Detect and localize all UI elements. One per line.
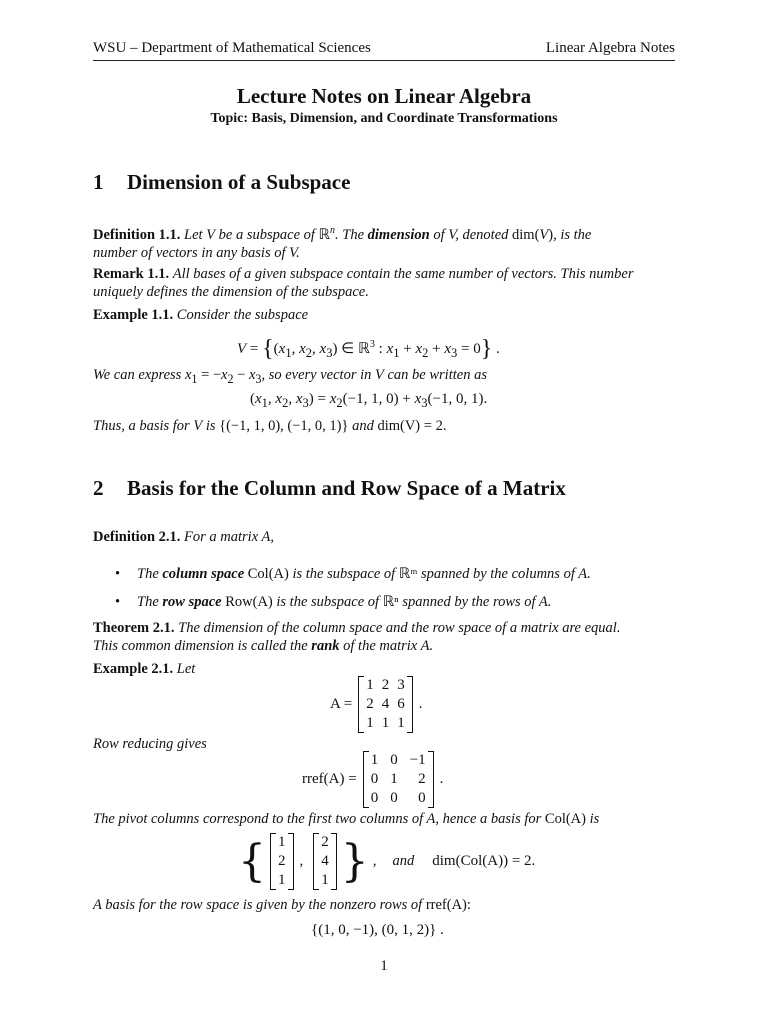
express-text-c: can be written as (387, 367, 487, 383)
remark-line-2: uniquely defines the dimension of the subspace. (93, 284, 369, 300)
pivot-sentence (93, 810, 599, 828)
dim-col-value: dim(Col(A)) = 2. (432, 853, 536, 869)
basis-conclusion: Thus, a basis for V is {(−1, 1, 0), (−1, 0, 1)} and dim(V) = 2. (93, 418, 447, 434)
matrix-rref-entry: −1 (409, 752, 426, 768)
document-subtitle: Topic: Basis, Dimension, and Coordinate Transformations (210, 111, 558, 126)
document-title: Lecture Notes on Linear Algebra (236, 84, 532, 108)
definition-label: Definition 2.1. (93, 529, 181, 545)
def-text-2: be a subspace of (218, 226, 315, 243)
matrix-a-entry: 4 (381, 696, 390, 712)
row-reducing: Row reducing gives (93, 736, 207, 752)
matrix-a-entry: 6 (397, 696, 405, 712)
matrix-a-entry: 2 (381, 677, 390, 693)
matrix-a (358, 676, 413, 733)
matrix-a-entry: 1 (366, 715, 374, 731)
bullet2-a: The (137, 594, 159, 610)
bullet-dot-icon: • (115, 594, 121, 610)
section-1-number: 1 (93, 170, 104, 194)
rowbasis-text-a: A basis for the row space is given by the nonzero rows of (93, 897, 423, 913)
example-1-1 (93, 306, 308, 324)
def-text-3: . The (335, 226, 365, 243)
thus-text-c: and (352, 418, 374, 434)
header-left: WSU – Department of Mathematical Sciences (93, 40, 371, 56)
def-text-6: , is the (553, 226, 592, 243)
def-text-5: , denoted (455, 226, 509, 243)
theorem-label: Theorem 2.1. (93, 620, 175, 636)
bullet2-e: spanned by the rows of A. (402, 594, 552, 610)
express-sentence: We can express $x_1 = -x_2 - x_3$, so every vector in V can be written as (93, 367, 487, 386)
bullet-dot-icon: • (115, 566, 121, 582)
bullet1-e: spanned by the columns of A. (421, 566, 591, 582)
column-basis-equation: { 1 2 1 , 2 4 1 } , and dim(Col(A)) = 2. (238, 834, 536, 888)
express-text-a: We can express (93, 367, 182, 383)
example-text: Consider the subspace (176, 307, 309, 323)
theorem-line-1: The dimension of the column space and the row space of a matrix are equal. (178, 620, 621, 636)
remark-line-1: All bases of a given subspace contain the same number of vectors. This number (172, 266, 634, 282)
bullet2-b: Row(A) (225, 594, 273, 610)
running-header (93, 40, 675, 61)
matrix-a-entry: 1 (381, 715, 390, 731)
bullet1-a: The (137, 566, 159, 582)
section-1-title: Dimension of a Subspace (127, 170, 351, 194)
row-basis-set: {(1, 0, −1), (0, 1, 2)} . (311, 922, 444, 938)
vector-2 (313, 833, 337, 890)
matrix-rref-entry: 0 (390, 752, 398, 768)
express-text-b: , so every vector in (261, 367, 372, 383)
bullet1-d: ℝᵐ (398, 566, 418, 582)
pivot-text-c: is (589, 811, 600, 827)
section-2-title: Basis for the Column and Row Space of a Matrix (127, 476, 566, 500)
bullet1-c: is the subspace of (292, 566, 396, 582)
theorem-line-2b: of the matrix A. (343, 638, 434, 654)
definition-2-1 (93, 528, 274, 546)
vector-1-entry: 2 (278, 853, 286, 869)
bullet2-d: ℝⁿ (382, 594, 399, 610)
header-right: Linear Algebra Notes (545, 40, 675, 56)
thus-text-b: is (205, 418, 216, 434)
equation-vector-form: ($x_1$, $x_2$, $x_3) = x_2(-1$, 1, $0) + x_3(-1$, 0, 1). (250, 391, 488, 410)
matrix-a-entry: 1 (366, 677, 374, 693)
bullet-column-space (115, 566, 591, 583)
def-text-8: . (296, 244, 300, 261)
dimension-value: dim(V) = 2. (377, 418, 447, 434)
example-label: Example 2.1. (93, 661, 174, 677)
pivot-text-a: The pivot columns correspond to the first two columns of A, hence a basis for (93, 811, 542, 827)
matrix-a-entry: 2 (366, 696, 374, 712)
matrix-rref-entry: 0 (390, 790, 398, 806)
matrix-a-entry: 1 (397, 715, 405, 731)
matrix-rref-entry: 0 (370, 790, 379, 806)
bullet1-bold: column space (162, 566, 245, 582)
vector-1-entry: 1 (278, 872, 286, 888)
theorem-line-2a: This common dimension is called the (93, 638, 308, 654)
bullet2-c: is the subspace of (276, 594, 380, 610)
row-basis-sentence (93, 896, 471, 914)
matrix-a-equation: A = 1 2 3 2 4 6 1 1 1 . (330, 677, 423, 731)
thus-text-a: Thus, a basis for (93, 418, 190, 434)
matrix-a-lhs: A = (330, 696, 353, 712)
definition-text: For a matrix A, (184, 529, 274, 545)
matrix-rref-entry: 2 (418, 771, 426, 787)
matrix-rref (363, 751, 434, 808)
def-bold-term: dimension (367, 226, 430, 243)
section-1-heading (93, 170, 350, 195)
def-text-7: number of vectors in any basis of (93, 244, 286, 261)
matrix-rref-entry: 1 (370, 752, 379, 768)
example-text: Let (176, 661, 196, 677)
example-label: Example 1.1. (93, 307, 174, 323)
remark-1-1 (93, 265, 683, 301)
equation-subspace: $V = \{(x_1$, $x_2$, $x_3$) ∈ ℝ$^3$ : $x_1 + x_2 + x_3 = 0$} . (237, 336, 500, 362)
right-brace: } (340, 835, 369, 887)
matrix-a-entry: 3 (397, 677, 405, 693)
definition-label: Definition 1.1. (93, 226, 181, 243)
rref-equation: rref(A) = 1 0 −1 0 1 2 0 0 0 . (302, 752, 444, 806)
theorem-2-1 (93, 619, 683, 655)
left-brace: { (238, 835, 266, 887)
section-2-number: 2 (93, 476, 104, 500)
vector-1-entry: 1 (278, 834, 286, 850)
rref-lhs: rref(A) = (302, 771, 357, 787)
basis-set: {(−1, 1, 0), (−1, 0, 1)} (219, 418, 349, 434)
vector-2-entry: 1 (321, 872, 329, 888)
def-text-1: Let (184, 226, 203, 243)
matrix-rref-entry: 0 (418, 790, 426, 806)
vector-2-entry: 4 (321, 853, 329, 869)
bullet2-bold: row space (162, 594, 222, 610)
bullet-row-space (115, 594, 551, 611)
page-number: 1 (380, 958, 388, 974)
section-2-heading (93, 476, 566, 501)
matrix-rref-entry: 0 (370, 771, 379, 787)
matrix-rref-entry: 1 (390, 771, 398, 787)
def-text-4: of (433, 226, 445, 243)
rowbasis-text-b: rref(A): (425, 897, 471, 913)
remark-label: Remark 1.1. (93, 266, 170, 282)
theorem-bold: rank (311, 638, 340, 654)
bullet1-b: Col(A) (247, 566, 289, 582)
and-text: and (392, 853, 415, 869)
example-2-1 (93, 660, 195, 678)
vector-1 (270, 833, 294, 890)
pivot-text-b: Col(A) (544, 811, 586, 827)
definition-1-1: Definition 1.1. Let V be a subspace of ℝ$^n$. The dimension of V, denoted dim(V), is the number of vectors in any basis of V. (93, 225, 592, 261)
row-reducing-text (93, 735, 207, 753)
vector-2-entry: 2 (321, 834, 329, 850)
